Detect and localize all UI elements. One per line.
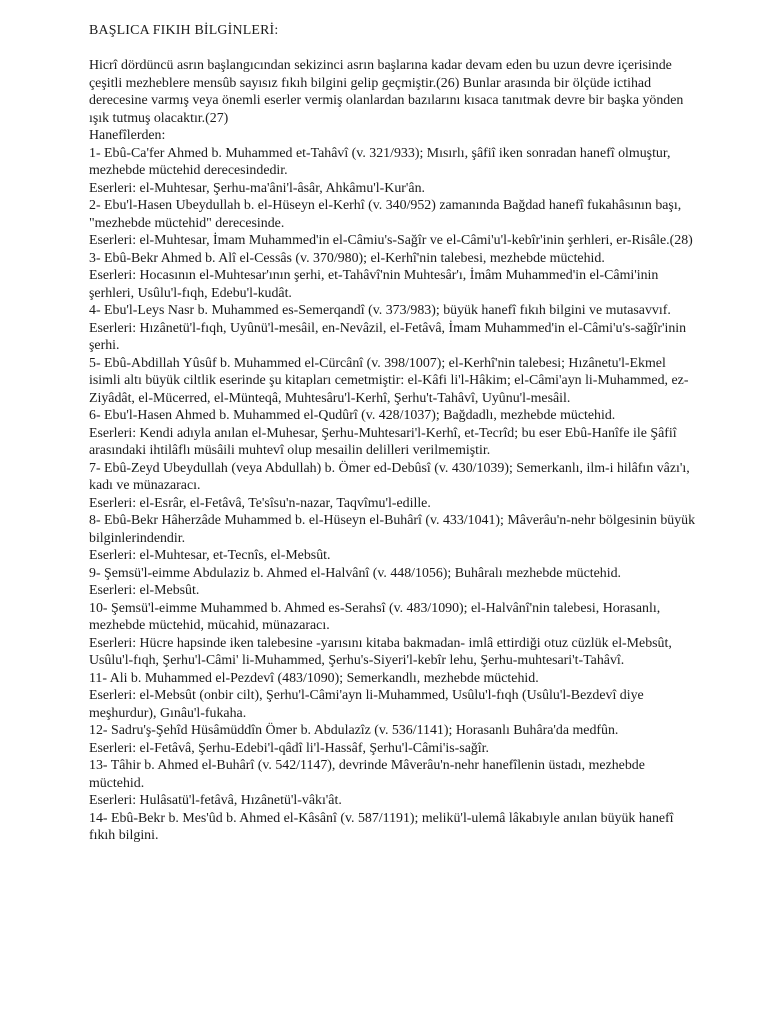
scholar-works: Eserleri: el-Fetâvâ, Şerhu-Edebi'l-qâdî li'l-Hassâf, Şerhu'l-Câmi'is-sağîr. — [89, 740, 489, 756]
scholar-works: Eserleri: Hulâsatü'l-fetâvâ, Hızânetü'l-vâkı'ât. — [89, 793, 342, 808]
scholar-entry: 12- Sadru'ş-Şehîd Hüsâmüddîn Ömer b. Abdulazîz (v. 536/1141); Horasanlı Buhâra'da medfûn. — [89, 723, 619, 738]
scholar-works: Eserleri: el-Muhtesar, Şerhu-ma'âni'l-âsâr, Ahkâmu'l-Kur'ân. — [89, 180, 425, 196]
scholar-entry: 9- Şemsü'l-eimme Abdulaziz b. Ahmed el-Halvânî (v. 448/1056); Buhâralı mezhebde müctehid. — [89, 565, 622, 581]
scholar-entry: 10- Şemsü'l-eimme Muhammed b. Ahmed es-Serahsî (v. 483/1090); el-Halvânî'nin talebesi, Horasanlı, mezhebde müctehid, mücahid, münazaracı. — [89, 600, 661, 633]
scholar-works: Eserleri: Hücre hapsinde iken talebesine -yarısını kitaba bakmadan- imlâ ettirdiği otuz cüzlük el-Mebsût, Usûlu'l-fıqh, Şerhu'l-Câmi' li-Muhammed, Şerhu's-Siyeri'l-kebîr lehu, Şerhu-muhtesari't-Tahâvî. — [89, 635, 672, 668]
scholar-entry: 2- Ebu'l-Hasen Ubeydullah b. el-Hüseyn el-Kerhî (v. 340/952) zamanında Bağdad hanefî fukahâsının başı, "mezhebde müctehid" derecesinde. — [89, 198, 682, 231]
scholar-works: Eserleri: Hızânetü'l-fıqh, Uyûnü'l-mesâil, en-Nevâzil, el-Fetâvâ, İmam Muhammed'in el-Câmi'u's-sağîr'inin şerhi. — [89, 320, 687, 353]
scholar-entry: 7- Ebû-Zeyd Ubeydullah (veya Abdullah) b. Ömer ed-Debûsî (v. 430/1039); Semerkanlı, ilm-i hilâfın vâzı'ı, kadı ve münazaracı. — [89, 460, 690, 493]
scholar-works: Eserleri: Hocasının el-Muhtesar'ının şerhi, et-Tahâvî'nin Muhtesâr'ı, İmâm Muhammed'in el-Câmi'inin şerhleri, Usûlu'l-fıqh, Edebu'l-kudât. — [89, 268, 659, 301]
scholar-works: Eserleri: el-Esrâr, el-Fetâvâ, Te'sîsu'n-nazar, Taqvîmu'l-edille. — [89, 495, 431, 511]
scholar-list — [89, 145, 698, 845]
scholar-works: Eserleri: el-Muhtesar, İmam Muhammed'in el-Câmiu's-Sağîr ve el-Câmi'u'l-kebîr'inin şerhleri, er-Risâle.(28) — [89, 233, 693, 248]
document-title: BAŞLICA FIKIH BİLGİNLERİ: — [89, 23, 279, 38]
scholar-entry: 5- Ebû-Abdillah Yûsûf b. Muhammed el-Cürcânî (v. 398/1007); el-Kerhî'nin talebesi; Hızânetu'l-Ekmel isimli altı büyük ciltlik eserinde şu kitapları cemetmiştir: el-Kâfi li'l-Hâkim; el-Câmi'ayn li-Muhammed, ez-Ziyâdât, el-Mücerred, el-Münteqâ, Muhtesâru'l-Kerhî, Şerhu't-Tahâvî, Uyûnu'l-mesâil. — [89, 355, 689, 406]
scholar-entry: 14- Ebû-Bekr b. Mes'ûd b. Ahmed el-Kâsânî (v. 587/1191); melikü'l-ulemâ lâkabıyle anılan büyük hanefî fıkıh bilgini. — [89, 810, 674, 843]
section-heading: Hanefîlerden: — [89, 128, 166, 143]
scholar-works: Eserleri: el-Mebsût (onbir cilt), Şerhu'l-Câmi'ayn li-Muhammed, Usûlu'l-fıqh (Usûlu'l-Bezdevî diye meşhurdur), Gınâu'l-fukaha. — [89, 688, 644, 721]
intro-paragraph: Hicrî dördüncü asrın başlangıcından sekizinci asrın başlarına kadar devam eden bu uzun devre içerisinde çeşitli mezheblere mensûb sayısız fıkıh bilgini gelip geçmiştir.(26) Bunlar arasında bir ölçüde ictihad derecesine varmış veya önemli eserler vermiş olanlardan bazılarını kısaca tanıtmak devre bir başka yönden ışık tutmuş olacaktır.(27) — [89, 58, 684, 126]
scholar-works: Eserleri: Kendi adıyla anılan el-Muhesar, Şerhu-Muhtesari'l-Kerhî, et-Tecrîd; bu eser Ebû-Hanîfe ile Şâfiî arasındaki ihtilâflı müsâili muhtevî olup mesailin delilleri verilmemiştir. — [89, 425, 677, 458]
scholar-entry: 1- Ebû-Ca'fer Ahmed b. Muhammed et-Tahâvî (v. 321/933); Mısırlı, şâfiî iken sonradan hanefî olmuştur, mezhebde müctehid derecesindedir. — [89, 145, 671, 178]
scholar-works: Eserleri: el-Mebsût. — [89, 583, 200, 598]
scholar-entry: 13- Tâhir b. Ahmed el-Buhârî (v. 542/1147), devrinde Mâverâu'n-nehr hanefîlenin üstadı, mezhebde müctehid. — [89, 758, 645, 791]
scholar-entry: 6- Ebu'l-Hasen Ahmed b. Muhammed el-Qudûrî (v. 428/1037); Bağdadlı, mezhebde müctehid. — [89, 408, 616, 423]
scholar-entry: 11- Ali b. Muhammed el-Pezdevî (483/1090); Semerkandlı, mezhebde müctehid. — [89, 670, 539, 686]
scholar-entry: 8- Ebû-Bekr Hâherzâde Muhammed b. el-Hüseyn el-Buhârî (v. 433/1041); Mâverâu'n-nehr bölgesinin büyük bilginlerindendir. — [89, 513, 696, 546]
scholar-entry: 3- Ebû-Bekr Ahmed b. Alî el-Cessâs (v. 370/980); el-Kerhî'nin talebesi, mezhebde müctehid. — [89, 250, 605, 266]
scholar-entry: 4- Ebu'l-Leys Nasr b. Muhammed es-Semerqandî (v. 373/983); büyük hanefî fıkıh bilgini ve mutasavvıf. — [89, 303, 671, 318]
scholar-works: Eserleri: el-Muhtesar, et-Tecnîs, el-Mebsût. — [89, 548, 331, 563]
